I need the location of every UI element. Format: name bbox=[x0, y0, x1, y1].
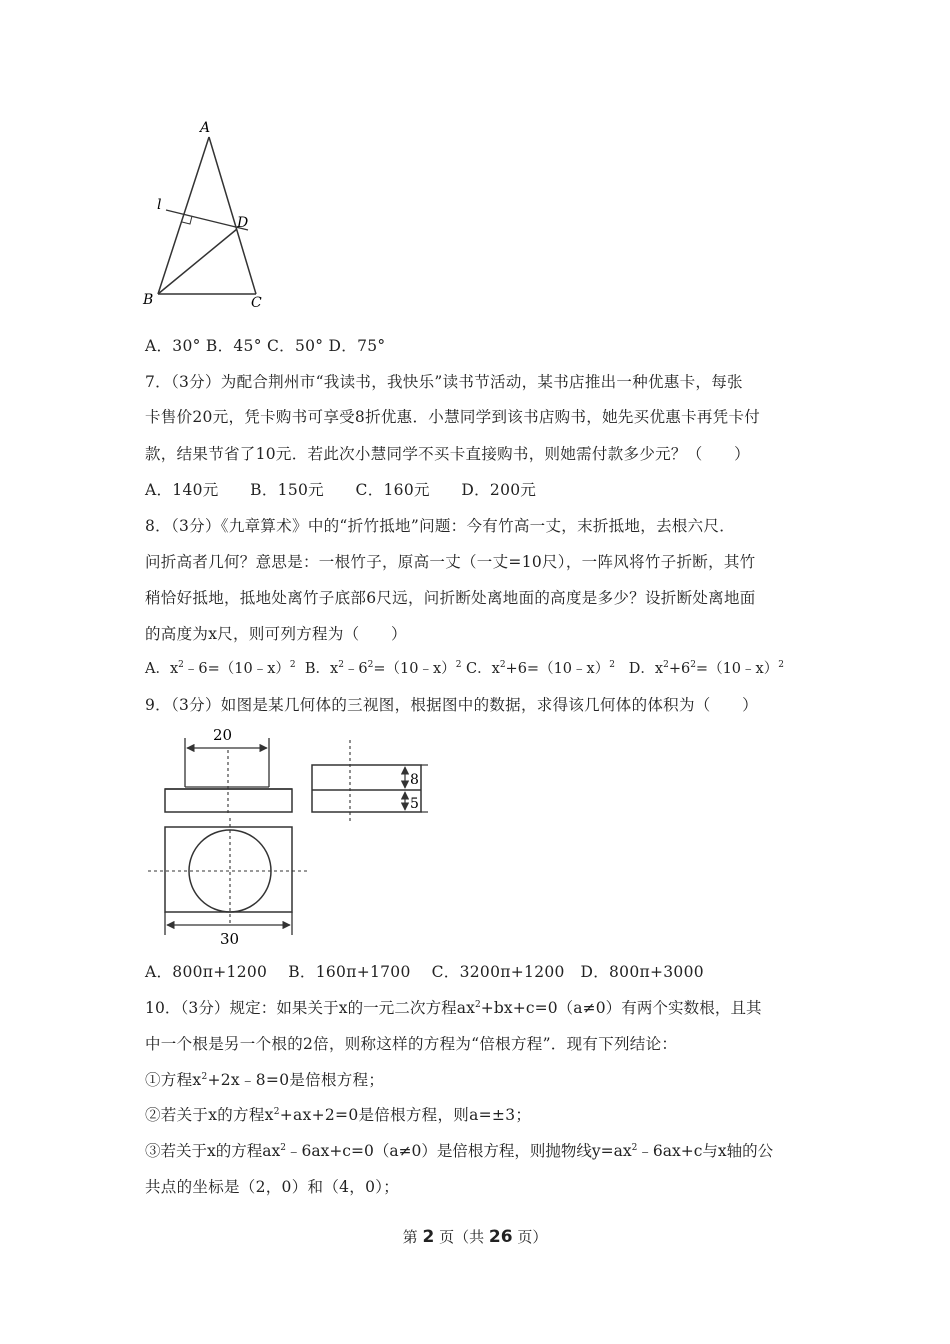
dim-top-width: 20 bbox=[213, 726, 233, 744]
q7-line-2: 卡售价20元，凭卡购书可享受8折优惠．小慧同学到该书店购书，她先买优惠卡再凭卡付 bbox=[145, 408, 761, 426]
page-total: 26 bbox=[488, 1227, 513, 1247]
q10-statement-3: ③若关于x的方程$ax^2﹣6ax+c=0(a\ne 0)$是倍根方程，则抛物线$y=ax^2﹣6ax+c$与x轴的公 bbox=[145, 1142, 774, 1160]
q10-statement-1: ①方程$x^2+2x﹣8=0$是倍根方程； bbox=[145, 1071, 385, 1089]
label-D: D bbox=[237, 215, 249, 231]
dim-height-upper: 8 bbox=[410, 772, 419, 788]
q7-options: A．140元 B．150元 C．160元 D．200元 bbox=[145, 481, 537, 499]
label-A: A bbox=[200, 120, 211, 136]
q8-options: A．$x^2﹣6=(10﹣x)^2$ B．$x^2﹣6^2=(10﹣x)^2$ C．$x^2+6=(10﹣x)^2$ D．$x^2+6^2=(10﹣x)^2$ bbox=[145, 660, 784, 677]
dim-bottom-width: 30 bbox=[220, 930, 240, 948]
q7-line-1: 7．（3分）为配合荆州市“我读书，我快乐”读书节活动，某书店推出一种优惠卡，每张 bbox=[145, 373, 743, 391]
q8-line-3: 稍恰好抵地，抵地处离竹子底部6尺远，问折断处离地面的高度是多少？设折断处离地面 bbox=[145, 589, 756, 607]
q8-line-1: 8．（3分）《九章算术》中的“折竹抵地”问题：今有竹高一丈，末折抵地，去根六尺． bbox=[145, 517, 736, 535]
q6-options: A．30° B．45° C．50° D．75° bbox=[145, 337, 386, 355]
triangle-figure bbox=[140, 115, 280, 315]
q10-line-2: 中一个根是另一个根的2倍，则称这样的方程为“倍根方程”．现有下列结论： bbox=[145, 1035, 678, 1053]
three-view-figure bbox=[140, 720, 440, 955]
q8-line-4: 的高度为x尺，则可列方程为（ ） bbox=[145, 625, 407, 643]
q9-options: A．800π+1200 B．160π+1700 C．3200π+1200 D．800π+3000 bbox=[145, 963, 704, 981]
label-B: B bbox=[143, 292, 154, 308]
q7-line-3: 款，结果节省了10元．若此次小慧同学不买卡直接购书，则她需付款多少元？（ ） bbox=[145, 445, 750, 463]
q10-line-1: 10．（3分）规定：如果关于x的一元二次方程$ax^2+bx+c=0(a\ne 0)$有两个实数根，且其 bbox=[145, 999, 762, 1017]
q10-statement-3-line-2: 共点的坐标是（2，0）和（4，0）； bbox=[145, 1178, 400, 1196]
page-footer: 第 2 页（共 26 页） bbox=[402, 1227, 548, 1247]
label-l: l bbox=[157, 197, 162, 213]
label-C: C bbox=[251, 295, 262, 311]
dim-height-lower: 5 bbox=[410, 796, 419, 812]
page-number: 2 bbox=[422, 1227, 435, 1247]
q10-statement-2: ②若关于x的方程$x^2+ax+2=0$是倍根方程，则a=±3； bbox=[145, 1106, 532, 1124]
q9-line-1: 9．（3分）如图是某几何体的三视图，根据图中的数据，求得该几何体的体积为（ ） bbox=[145, 696, 758, 714]
q8-line-2: 问折高者几何？意思是：一根竹子，原高一丈（一丈=10尺），一阵风将竹子折断，其竹 bbox=[145, 553, 756, 571]
